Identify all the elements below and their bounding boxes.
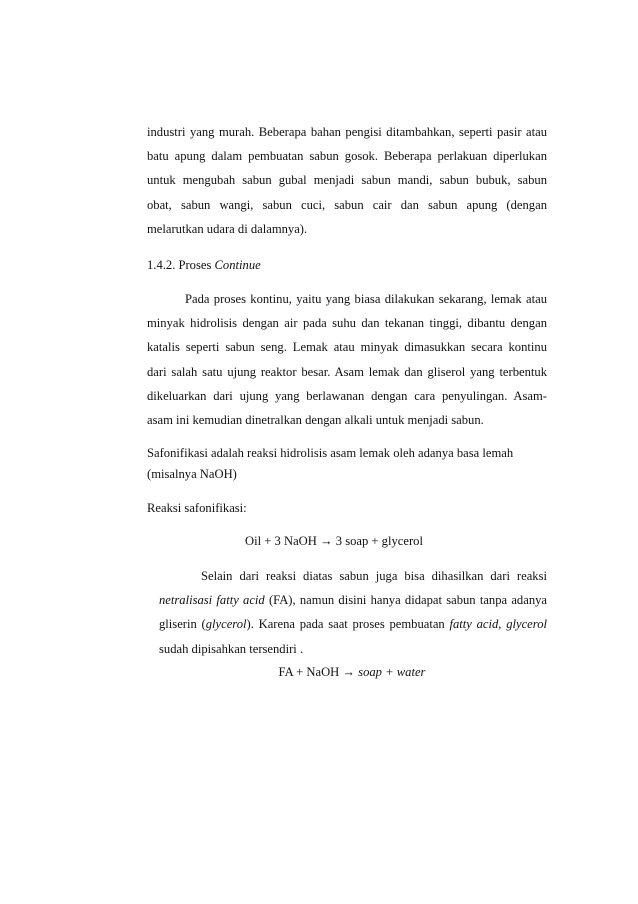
section-heading-number: 1.4.2. Proses [147,258,215,272]
paragraph-line [159,612,547,636]
paragraph-line: Safonifikasi adalah reaksi hidrolisis asam lemak oleh adanya basa lemah [147,446,514,460]
italic-term: fatty acid, glycerol [449,617,547,632]
text-run: gliserin ( [159,617,206,632]
paragraph-line: asam ini kemudian dinetralkan dengan alkali untuk menjadi sabun. [147,413,484,428]
paragraph-line: (misalnya NaOH) [147,466,237,481]
paragraph-line: obat, sabun wangi, sabun cuci, sabun cair dan sabun apung (dengan [147,197,547,212]
paragraph-line: melarutkan udara di dalamnya). [147,221,308,236]
section-heading [147,253,547,277]
paragraph-line [159,588,547,612]
equation-prefix: FA + NaOH → [278,665,359,679]
text-run: Selain dari reaksi diatas sabun juga bisa dihasilkan dari reaksi [201,569,547,583]
italic-term: glycerol [205,617,247,632]
section-heading-italic: Continue [214,258,261,272]
paragraph-netralisasi [159,564,547,661]
paragraph-line: Pada proses kontinu, yaitu yang biasa dilakukan sekarang, lemak atau [185,292,547,306]
paragraph-line: minyak hidrolisis dengan air pada suhu dan tekanan tinggi, dibantu dengan [147,316,547,331]
equation-products: soap + water [358,665,426,679]
paragraph-line: industri yang murah. Beberapa bahan pengisi ditambahkan, seperti pasir atau [147,125,547,139]
equation-saponification: Oil + 3 NaOH → 3 soap + glycerol [245,534,423,548]
text-run: (FA), namun disini hanya didapat sabun tanpa adanya [264,593,547,608]
paragraph-line: dikeluarkan dari ujung yang berlawanan dengan cara penyulingan. Asam- [147,388,547,403]
paragraph-line: dari salah satu ujung reaktor besar. Asam lemak dan gliserol yang terbentuk [147,364,547,379]
paragraph-line [159,564,547,588]
paragraph-safonifikasi [147,443,547,484]
italic-term: netralisasi fatty acid [159,593,265,608]
text-run: ). Karena pada saat proses pembuatan [246,617,450,632]
paragraph-line: katalis seperti sabun seng. Lemak atau minyak dimasukkan secara kontinu [147,340,547,355]
paragraph-line [159,637,547,661]
paragraph-industri [147,120,547,241]
equation-neutralization [0,660,638,684]
reaction-label: Reaksi safonifikasi: [147,501,247,515]
paragraph-line: batu apung dalam pembuatan sabun gosok. Beberapa perlakuan diperlukan [147,149,547,164]
text-run: sudah dipisahkan tersendiri . [159,641,304,656]
paragraph-line: untuk mengubah sabun gubal menjadi sabun mandi, sabun bubuk, sabun [147,173,547,188]
paragraph-proses-kontinu [147,287,547,432]
